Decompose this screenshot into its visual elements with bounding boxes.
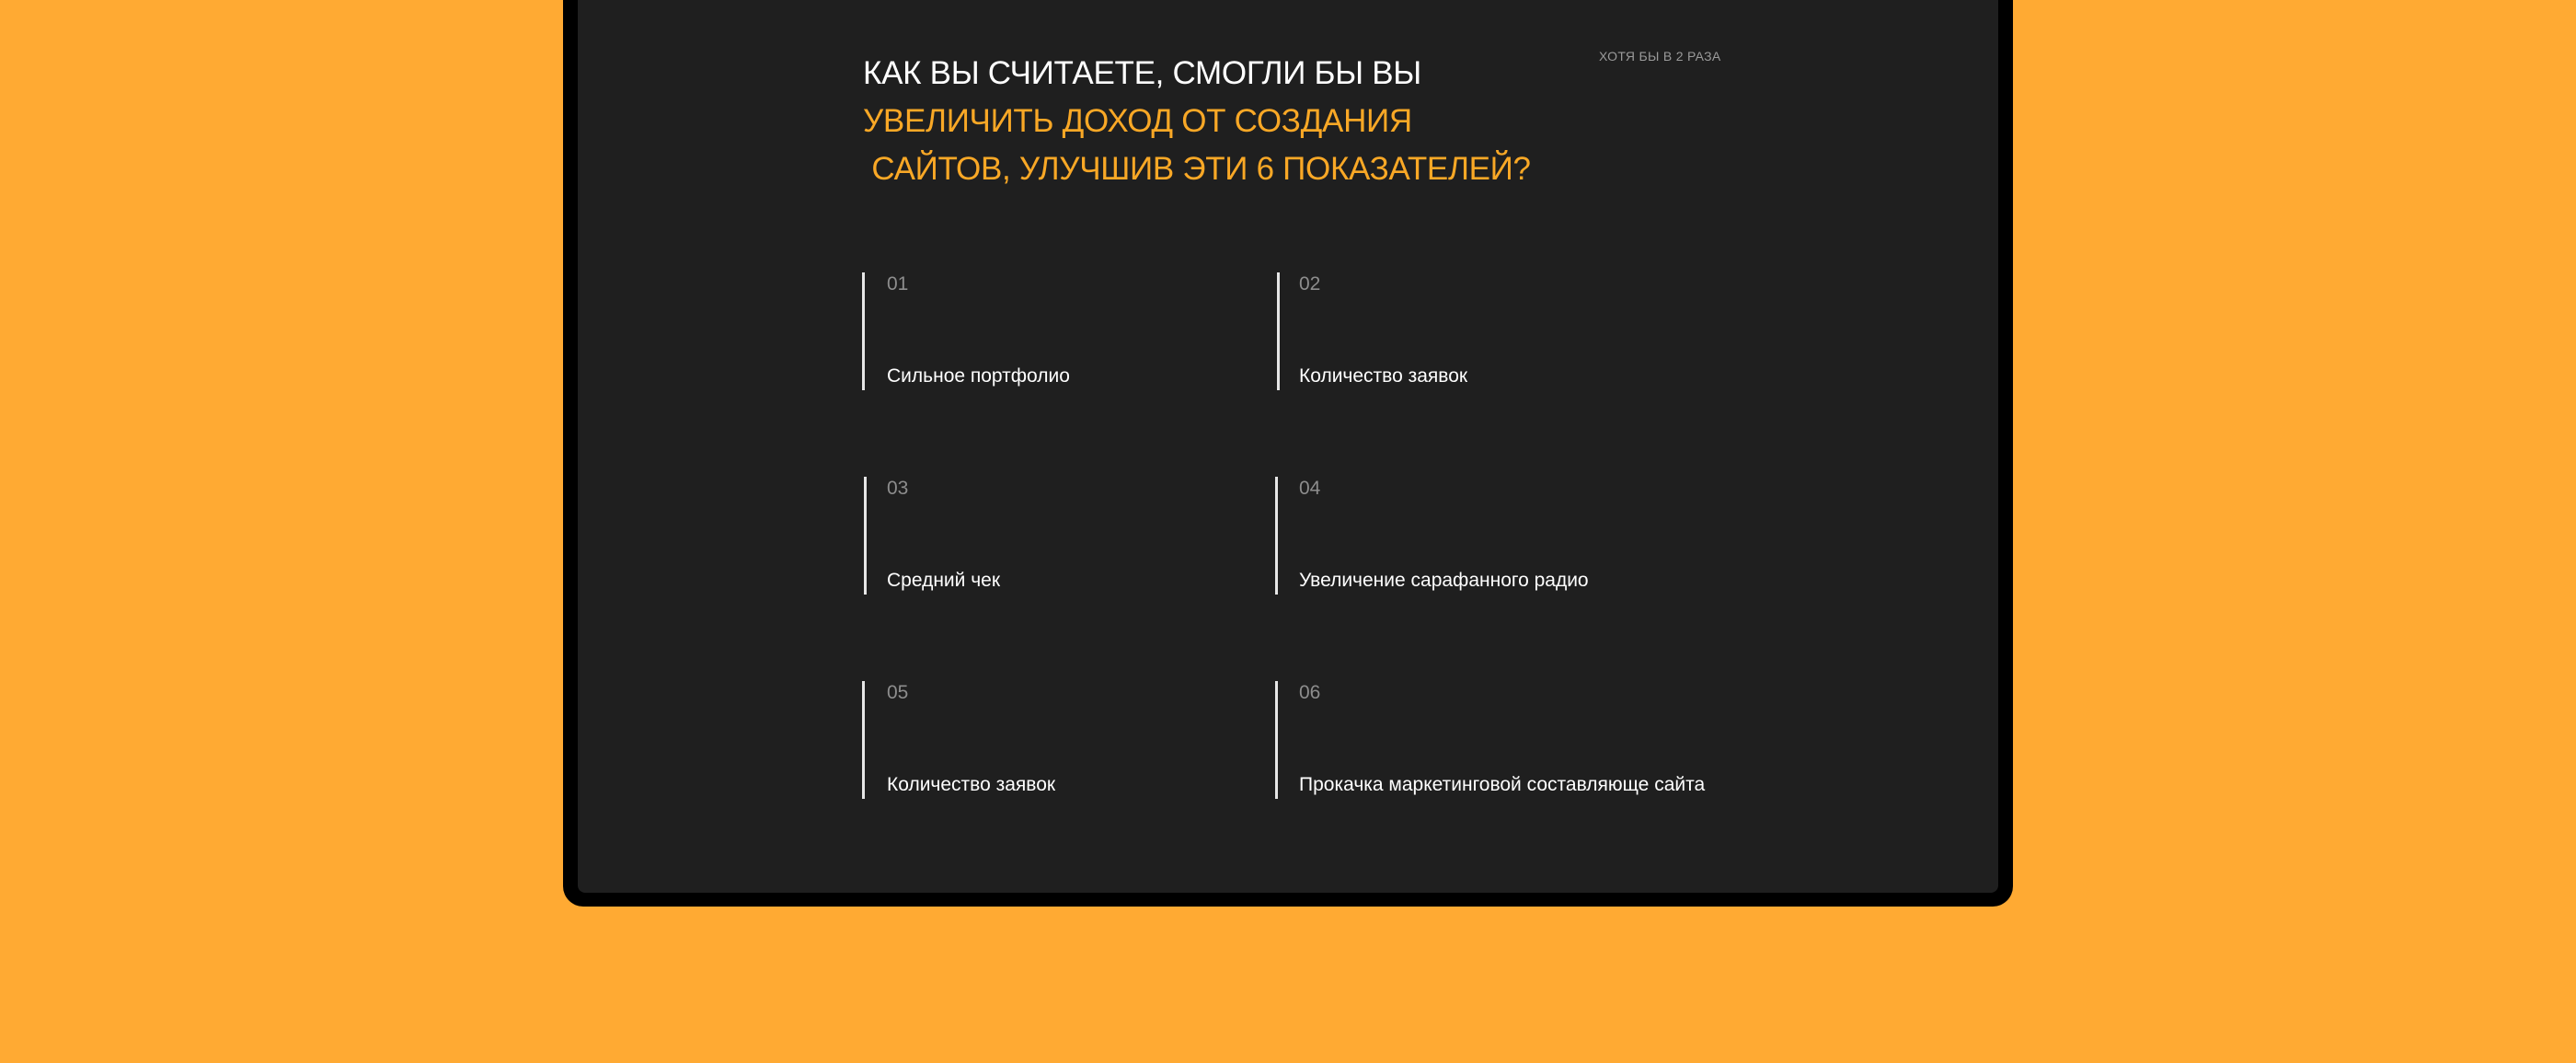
indicator-number: 03 [887,478,909,499]
indicator-label: Прокачка маркетинговой составляюще сайта [1299,774,1706,795]
title-line-3: САЙТОВ, УЛУЧШИВ ЭТИ 6 ПОКАЗАТЕЛЕЙ? [863,151,1531,187]
page-title [863,50,1531,193]
title-line-2: УВЕЛИЧИТЬ ДОХОД ОТ СОЗДАНИЯ [863,103,1412,139]
indicator-label: Средний чек [887,570,1001,591]
indicator-label: Количество заявок [1299,365,1468,387]
indicator-divider [862,681,865,799]
indicator-number: 06 [1299,682,1321,703]
indicator-number: 01 [887,273,909,295]
indicator-label: Сильное портфолио [887,365,1070,387]
indicator-divider [1275,477,1278,595]
indicator-label: Количество заявок [887,774,1056,795]
indicator-label: Увеличение сарафанного радио [1299,570,1589,591]
indicator-divider [864,477,867,595]
indicator-number: 04 [1299,478,1321,499]
title-line-1: КАК ВЫ СЧИТАЕТЕ, СМОГЛИ БЫ ВЫ [863,55,1421,91]
indicator-number: 02 [1299,273,1321,295]
indicator-divider [1275,681,1278,799]
indicator-number: 05 [887,682,909,703]
subtitle-note: ХОТЯ БЫ В 2 РАЗА [1599,49,1721,64]
indicator-divider [862,272,865,390]
indicator-divider [1277,272,1280,390]
